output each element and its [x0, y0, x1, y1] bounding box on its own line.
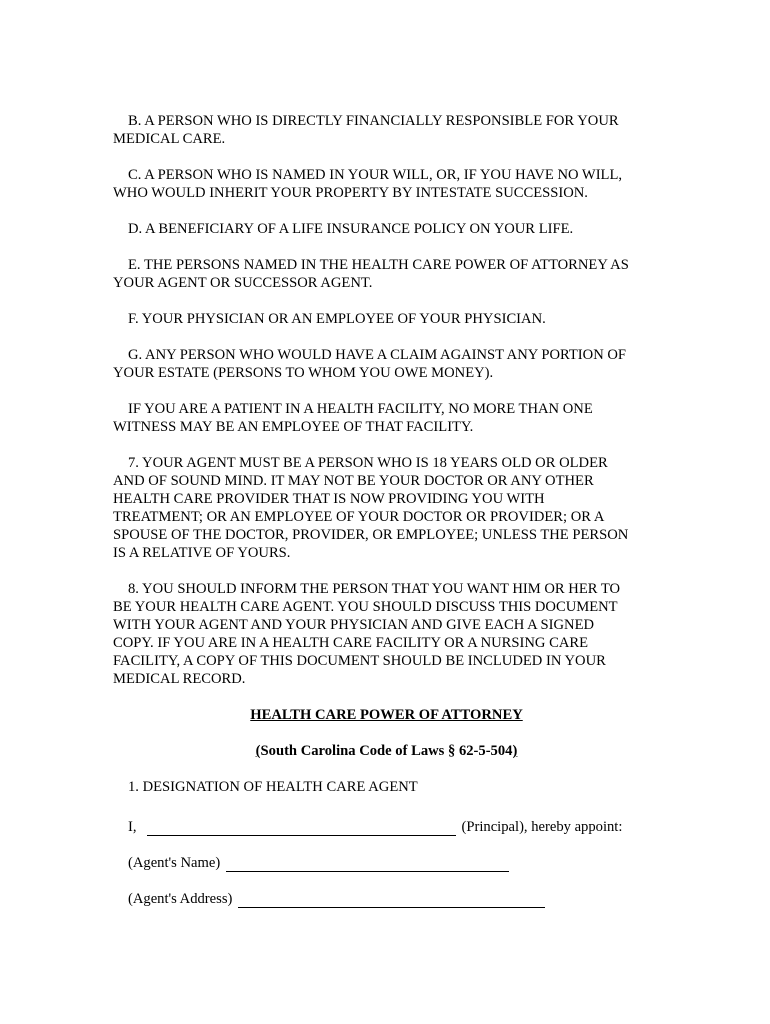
statute-citation — [113, 742, 660, 760]
paragraph-7-agent-requirements: 7. YOUR AGENT MUST BE A PERSON WHO IS 18 YEARS OLD OR OLDER AND OF SOUND MIND. IT MAY NOT BE YOUR DOCTOR OR ANY OTHER HEALTH CARE PROVIDER THAT IS NOW PROVIDING YOU WITH TREATMENT; OR AN EMPLOYEE OF YOUR DOCTOR OR PROVIDER; OR A SPOUSE OF THE DOCTOR, PROVIDER, OR EMPLOYEE; UNLESS THE PERSON IS A RELATIVE OF YOURS. — [113, 455, 629, 561]
paragraph-witness-facility: IF YOU ARE A PATIENT IN A HEALTH FACILITY, NO MORE THAN ONE WITNESS MAY BE AN EMPLOYEE OF THAT FACILITY. — [113, 401, 593, 435]
paragraph-d: D. A BENEFICIARY OF A LIFE INSURANCE POLICY ON YOUR LIFE. — [128, 221, 574, 237]
agent-address-field[interactable] — [238, 892, 545, 908]
citation-close-paren: ) — [512, 743, 518, 759]
paragraph-e: E. THE PERSONS NAMED IN THE HEALTH CARE POWER OF ATTORNEY AS YOUR AGENT OR SUCCESSOR AGENT. — [113, 257, 629, 291]
agent-name-label: (Agent's Name) — [128, 855, 221, 871]
principal-suffix: (Principal), hereby appoint: — [461, 819, 623, 835]
agent-address-line — [128, 890, 660, 908]
principal-line — [128, 818, 660, 836]
agent-name-line — [128, 854, 660, 872]
citation-text: South Carolina Code of Laws § 62-5-504 — [260, 743, 513, 759]
paragraph-c: C. A PERSON WHO IS NAMED IN YOUR WILL, OR, IF YOU HAVE NO WILL, WHO WOULD INHERIT YOUR PROPERTY BY INTESTATE SUCCESSION. — [113, 167, 623, 201]
principal-prefix: I, — [128, 819, 137, 835]
designation-heading: 1. DESIGNATION OF HEALTH CARE AGENT — [128, 779, 418, 795]
paragraph-8-inform-agent: 8. YOU SHOULD INFORM THE PERSON THAT YOU WANT HIM OR HER TO BE YOUR HEALTH CARE AGENT. YOU SHOULD DISCUSS THIS DOCUMENT WITH YOUR AGENT AND YOUR PHYSICIAN AND GIVE EACH A SIGNED COPY. IF YOU ARE IN A HEALTH CARE FACILITY OR A NURSING CARE FACILITY, A COPY OF THIS DOCUMENT SHOULD BE INCLUDED IN YOUR MEDICAL RECORD. — [113, 581, 621, 687]
agent-address-label: (Agent's Address) — [128, 891, 233, 907]
paragraph-g: G. ANY PERSON WHO WOULD HAVE A CLAIM AGAINST ANY PORTION OF YOUR ESTATE (PERSONS TO WHOM YOU OWE MONEY). — [113, 347, 627, 381]
agent-name-field[interactable] — [226, 856, 509, 872]
principal-name-field[interactable] — [147, 820, 456, 836]
citation-open-paren: ( — [255, 743, 261, 759]
paragraph-f: F. YOUR PHYSICIAN OR AN EMPLOYEE OF YOUR PHYSICIAN. — [128, 311, 546, 327]
section-heading: HEALTH CARE POWER OF ATTORNEY — [250, 707, 523, 723]
paragraph-b: B. A PERSON WHO IS DIRECTLY FINANCIALLY RESPONSIBLE FOR YOUR MEDICAL CARE. — [113, 113, 619, 147]
